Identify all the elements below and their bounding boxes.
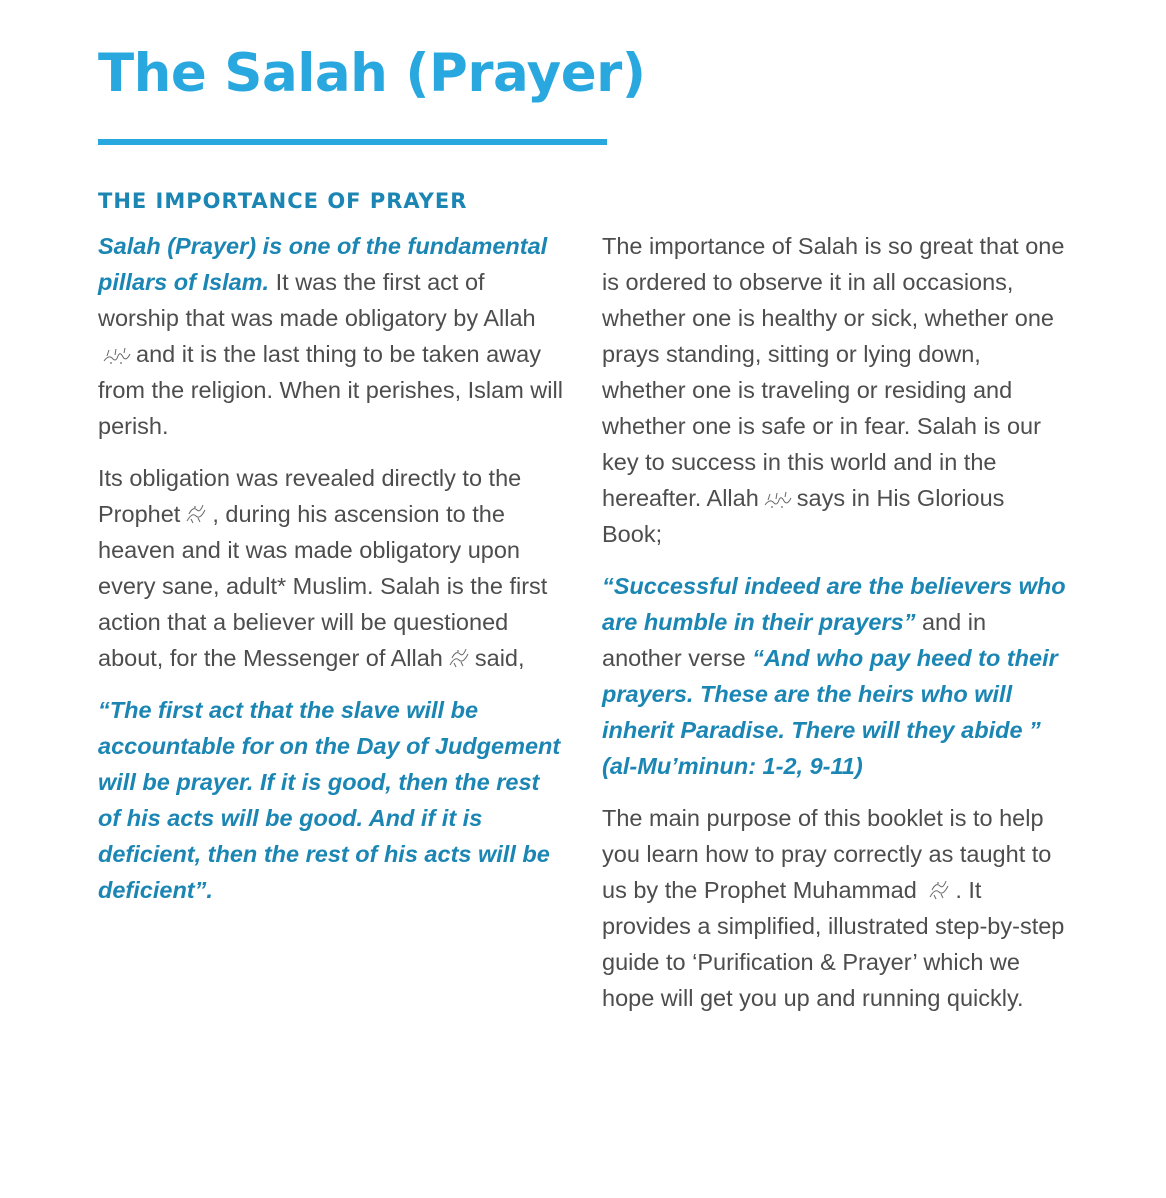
body-text: It was the first act of worship that was made obligatory by Allah (98, 269, 536, 331)
body-text: . It provides a simplified, illustrated step-by-step guide to ‘Purification & Prayer’ which we hope will get you up and running quickly. (602, 877, 1065, 1011)
right-paragraph-3 (602, 800, 1068, 1016)
body-text: says in His Glorious Book; (602, 485, 1005, 547)
emphasis-text: Salah (Prayer) is one of the fundamental pillars of Islam. (98, 233, 548, 295)
body-text: , during his ascension to the heaven and it was made obligatory upon every sane, adult* Muslim. Salah is the first action that a believer will be questioned about, for the Messenger of Allah (98, 501, 548, 671)
arabic-honorific-subhanahu-wa-taala-icon (102, 347, 132, 365)
body-text: said, (474, 645, 525, 671)
body-text: and it is the last thing to be taken away from the religion. When it perishes, Islam will perish. (98, 341, 563, 439)
body-text: and in another verse (602, 609, 987, 671)
right-paragraph-2 (602, 568, 1068, 784)
section-heading: THE IMPORTANCE OF PRAYER (98, 189, 468, 213)
right-paragraph-1 (602, 228, 1068, 552)
body-text: The main purpose of this booklet is to help you learn how to pray correctly as taught to us by the Prophet Muhammad (602, 805, 1052, 903)
left-paragraph-1 (98, 228, 566, 444)
title-underline (98, 139, 607, 145)
left-column (98, 228, 566, 924)
body-text: Its obligation was revealed directly to the Prophet (98, 465, 522, 527)
hadith-quote: “The first act that the slave will be accountable for on the Day of Judgement will be prayer. If it is good, then the rest of his acts will be good. And if it is deficient, then the rest of his acts will be deficient”. (98, 697, 561, 903)
body-text: The importance of Salah is so great that one is ordered to observe it in all occasions, whether one is healthy or sick, whether one prays standing, sitting or lying down, whether one is traveling or residing and whether one is safe or in fear. Salah is our key to success in this world and in the hereafter. Allah (602, 233, 1065, 511)
quran-quote: “Successful indeed are the believers who are humble in their prayers” (602, 573, 1066, 635)
right-column (602, 228, 1068, 1032)
arabic-honorific-sallallahu-alayhi-wa-sallam-icon (447, 645, 471, 669)
page-title: The Salah (Prayer) (98, 43, 646, 104)
left-paragraph-2 (98, 460, 566, 676)
arabic-honorific-sallallahu-alayhi-wa-sallam-icon (927, 877, 951, 901)
arabic-honorific-subhanahu-wa-taala-icon (763, 491, 793, 509)
quran-quote: “And who pay heed to their prayers. These are the heirs who will inherit Paradise. There will they abide ” (al-Mu’minun: 1-2, 9-11) (602, 645, 1058, 779)
arabic-honorific-sallallahu-alayhi-wa-sallam-icon (184, 501, 208, 525)
